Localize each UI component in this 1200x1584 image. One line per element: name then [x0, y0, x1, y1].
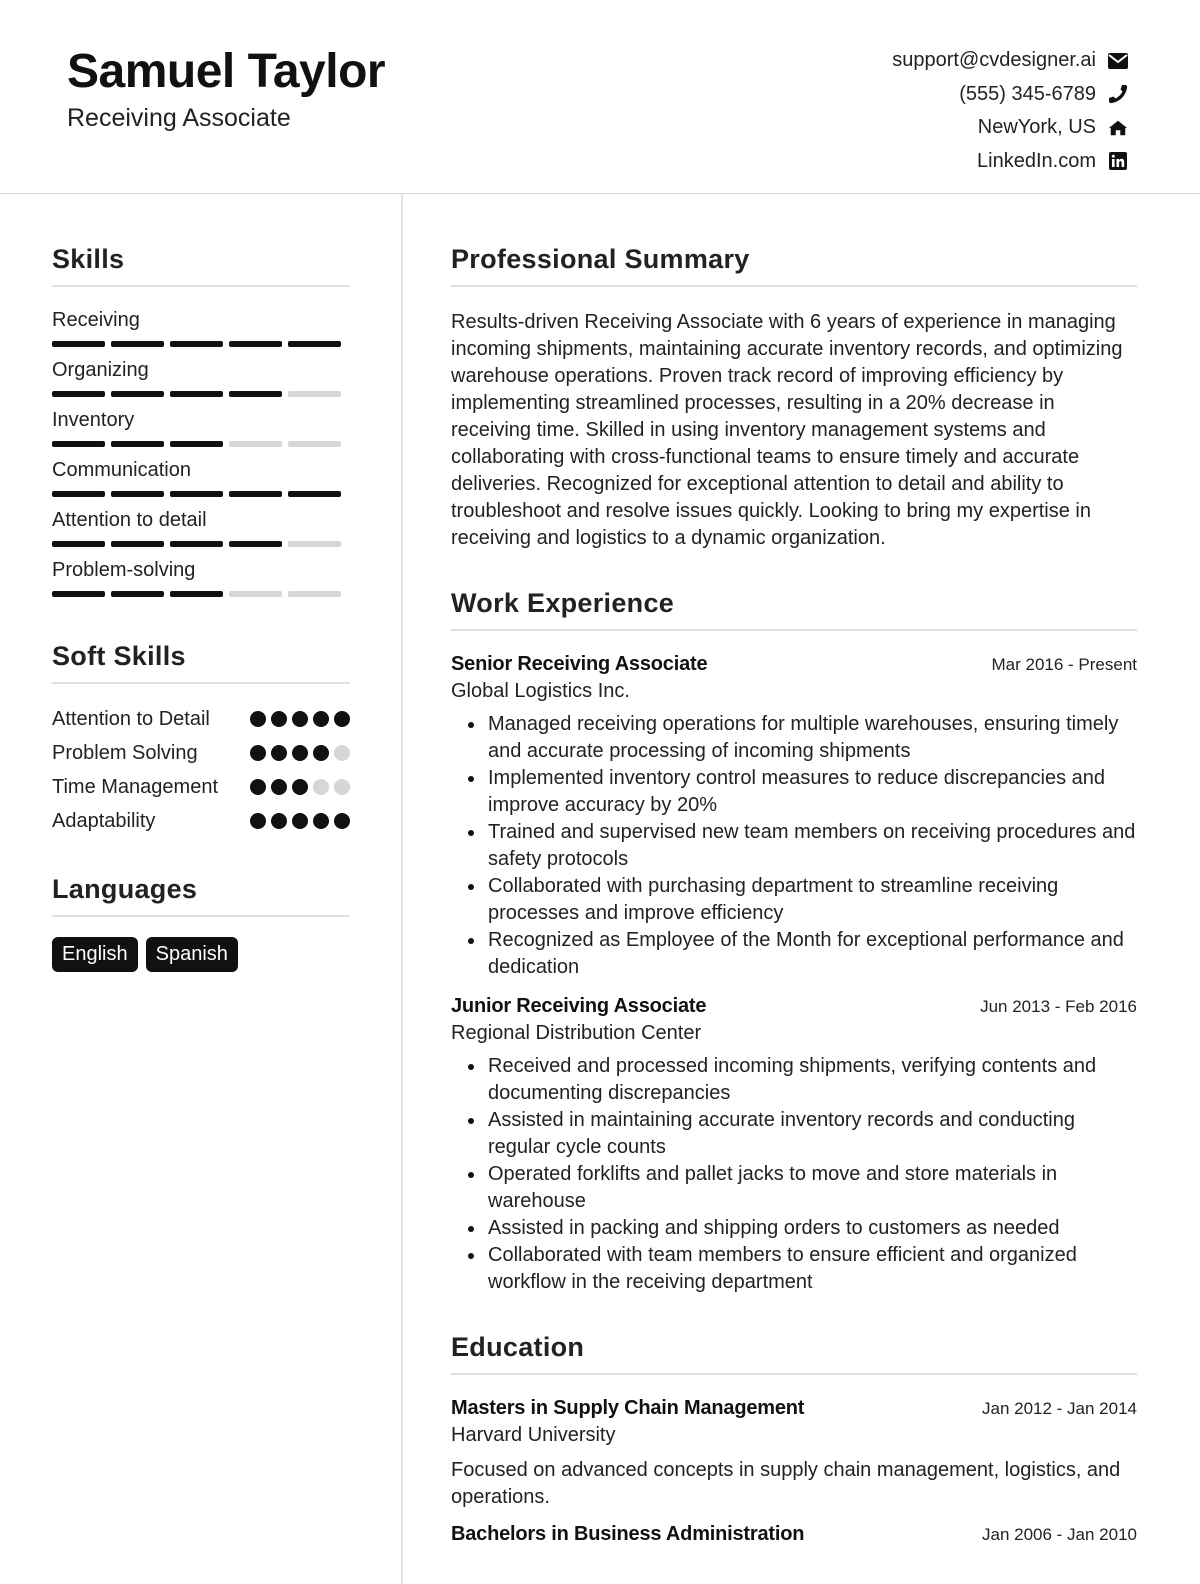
rating-dot [292, 813, 308, 829]
skill-name: Inventory [52, 409, 135, 431]
right-column [451, 194, 1137, 1546]
soft-skill-name: Attention to Detail [52, 708, 210, 730]
languages-heading: Languages [52, 874, 350, 917]
contact-phone[interactable] [892, 78, 1128, 112]
rating-dot [250, 779, 266, 795]
rating-dot [292, 745, 308, 761]
languages-list [52, 937, 350, 972]
skill-level-segment [229, 391, 282, 397]
skill-level-segment [288, 591, 341, 597]
skill-level-segment [288, 541, 341, 547]
degree-title: Masters in Supply Chain Management [451, 1397, 805, 1419]
soft-skills-list [52, 706, 350, 834]
job-bullet: Collaborated with purchasing department to streamline receiving processes and improve efficiency [465, 873, 1137, 927]
job-bullet: Managed receiving operations for multiple warehouses, ensuring timely and accurate processing of incoming shipments [465, 711, 1137, 765]
resume-header [0, 0, 1200, 194]
job-bullet: Operated forklifts and pallet jacks to move and store materials in warehouse [465, 1161, 1137, 1215]
soft-skill-name: Time Management [52, 776, 218, 798]
soft-skill-rating [250, 745, 350, 761]
candidate-name: Samuel Taylor [67, 45, 386, 98]
skill-level-segment [170, 441, 223, 447]
job-company: Global Logistics Inc. [451, 680, 630, 702]
soft-skill-name: Adaptability [52, 810, 156, 832]
rating-dot [334, 779, 350, 795]
job-company: Regional Distribution Center [451, 1022, 702, 1044]
education-heading: Education [451, 1332, 1137, 1375]
soft-skill-item [52, 740, 350, 766]
contact-list [892, 44, 1128, 178]
education-entry [451, 1523, 1137, 1546]
language-tag: Spanish [146, 937, 238, 972]
job-bullet: Collaborated with team members to ensure efficient and organized workflow in the receiving department [465, 1242, 1137, 1296]
skill-level-segment [288, 391, 341, 397]
education-entry [451, 1397, 1137, 1511]
contact-linkedin-text[interactable]: LinkedIn.com [977, 149, 1096, 172]
skill-level-segment [170, 391, 223, 397]
skill-level-segment [229, 591, 282, 597]
phone-icon [1108, 84, 1128, 104]
summary-heading: Professional Summary [451, 244, 1137, 287]
job-bullet: Received and processed incoming shipments, verifying contents and documenting discrepancies [465, 1053, 1137, 1107]
education-date: Jan 2012 - Jan 2014 [981, 1399, 1137, 1418]
rating-dot [313, 745, 329, 761]
soft-skill-rating [250, 711, 350, 727]
skill-level-segment [52, 341, 105, 347]
skill-level-segment [229, 441, 282, 447]
contact-email[interactable] [892, 44, 1128, 78]
job-bullet: Trained and supervised new team members on receiving procedures and safety protocols [465, 819, 1137, 873]
skills-list [52, 309, 350, 609]
skill-level-segment [229, 541, 282, 547]
skill-level-bar [52, 441, 350, 447]
job-title: Junior Receiving Associate [451, 995, 707, 1017]
skill-level-segment [52, 491, 105, 497]
job-entry [451, 653, 1137, 981]
skill-level-bar [52, 541, 350, 547]
soft-skill-name: Problem Solving [52, 742, 198, 764]
soft-skill-item [52, 774, 350, 800]
work-experience-heading: Work Experience [451, 588, 1137, 631]
skill-level-segment [111, 341, 164, 347]
summary-text: Results-driven Receiving Associate with 6 years of experience in managing incoming shipments, maintaining accurate inventory records, and optimizing warehouse operations. Proven track record of improving efficiency by implementing streamlined processes, resulting in a 20% decrease in receiving time. Skilled in using inventory management systems and collaborating with cross-functional teams to ensure timely and accurate deliveries. Recognized for exceptional attention to detail and ability to troubleshoot and resolve issues quickly. Looking to bring my expertise in receiving and logistics to a dynamic organization. [451, 311, 1123, 549]
skill-item [52, 309, 350, 359]
job-date: Jun 2013 - Feb 2016 [980, 997, 1137, 1016]
school-name: Harvard University [451, 1424, 616, 1446]
skill-level-segment [288, 441, 341, 447]
language-tag: English [52, 937, 138, 972]
job-title: Senior Receiving Associate [451, 653, 708, 675]
envelope-icon [1108, 51, 1128, 71]
candidate-title: Receiving Associate [67, 104, 291, 132]
skill-level-segment [52, 441, 105, 447]
rating-dot [271, 813, 287, 829]
rating-dot [292, 711, 308, 727]
job-date: Mar 2016 - Present [991, 655, 1137, 674]
skill-name: Organizing [52, 359, 149, 381]
job-bullets [451, 711, 1137, 981]
skill-level-segment [229, 341, 282, 347]
skill-level-segment [288, 341, 341, 347]
skill-level-segment [170, 591, 223, 597]
soft-skill-rating [250, 779, 350, 795]
skill-level-segment [111, 391, 164, 397]
job-bullet: Implemented inventory control measures to reduce discrepancies and improve accuracy by 20% [465, 765, 1137, 819]
soft-skill-item [52, 808, 350, 834]
skill-level-segment [52, 591, 105, 597]
skill-level-segment [170, 491, 223, 497]
rating-dot [334, 745, 350, 761]
skill-level-segment [170, 341, 223, 347]
skill-level-bar [52, 491, 350, 497]
skill-item [52, 559, 350, 609]
home-icon [1108, 118, 1128, 138]
contact-email-text[interactable]: support@cvdesigner.ai [892, 49, 1096, 72]
rating-dot [334, 711, 350, 727]
contact-location-text: NewYork, US [977, 116, 1096, 139]
job-bullet: Assisted in maintaining accurate inventory records and conducting regular cycle counts [465, 1107, 1137, 1161]
job-bullet: Assisted in packing and shipping orders to customers as needed [465, 1215, 1137, 1242]
column-divider [401, 194, 403, 1584]
skills-heading: Skills [52, 244, 350, 287]
contact-phone-text[interactable]: (555) 345-6789 [959, 82, 1096, 105]
soft-skill-item [52, 706, 350, 732]
skill-level-segment [111, 591, 164, 597]
job-bullet: Recognized as Employee of the Month for exceptional performance and dedication [465, 927, 1137, 981]
skill-level-segment [111, 491, 164, 497]
rating-dot [313, 779, 329, 795]
left-column [52, 194, 350, 972]
rating-dot [334, 813, 350, 829]
skill-level-segment [52, 391, 105, 397]
rating-dot [313, 813, 329, 829]
skill-name: Attention to detail [52, 509, 207, 531]
rating-dot [271, 745, 287, 761]
rating-dot [271, 711, 287, 727]
rating-dot [250, 813, 266, 829]
linkedin-icon [1108, 151, 1128, 171]
rating-dot [292, 779, 308, 795]
skill-level-segment [288, 491, 341, 497]
skill-level-bar [52, 591, 350, 597]
skill-name: Problem-solving [52, 559, 196, 581]
job-bullets [451, 1053, 1137, 1296]
rating-dot [250, 711, 266, 727]
rating-dot [250, 745, 266, 761]
contact-linkedin[interactable] [892, 145, 1128, 179]
rating-dot [313, 711, 329, 727]
education-description: Focused on advanced concepts in supply chain management, logistics, and operations. [451, 1459, 1121, 1508]
soft-skill-rating [250, 813, 350, 829]
skill-item [52, 509, 350, 559]
soft-skills-heading: Soft Skills [52, 641, 350, 684]
skill-level-segment [52, 541, 105, 547]
skill-level-segment [229, 491, 282, 497]
skill-level-segment [170, 541, 223, 547]
skill-level-bar [52, 341, 350, 347]
education-date: Jan 2006 - Jan 2010 [981, 1525, 1137, 1544]
skill-name: Communication [52, 459, 191, 481]
degree-title: Bachelors in Business Administration [451, 1523, 805, 1545]
skill-item [52, 459, 350, 509]
skill-item [52, 359, 350, 409]
contact-location [892, 111, 1128, 145]
skill-level-segment [111, 541, 164, 547]
skill-name: Receiving [52, 309, 140, 331]
job-entry [451, 995, 1137, 1296]
skill-item [52, 409, 350, 459]
skill-level-segment [111, 441, 164, 447]
skill-level-bar [52, 391, 350, 397]
rating-dot [271, 779, 287, 795]
